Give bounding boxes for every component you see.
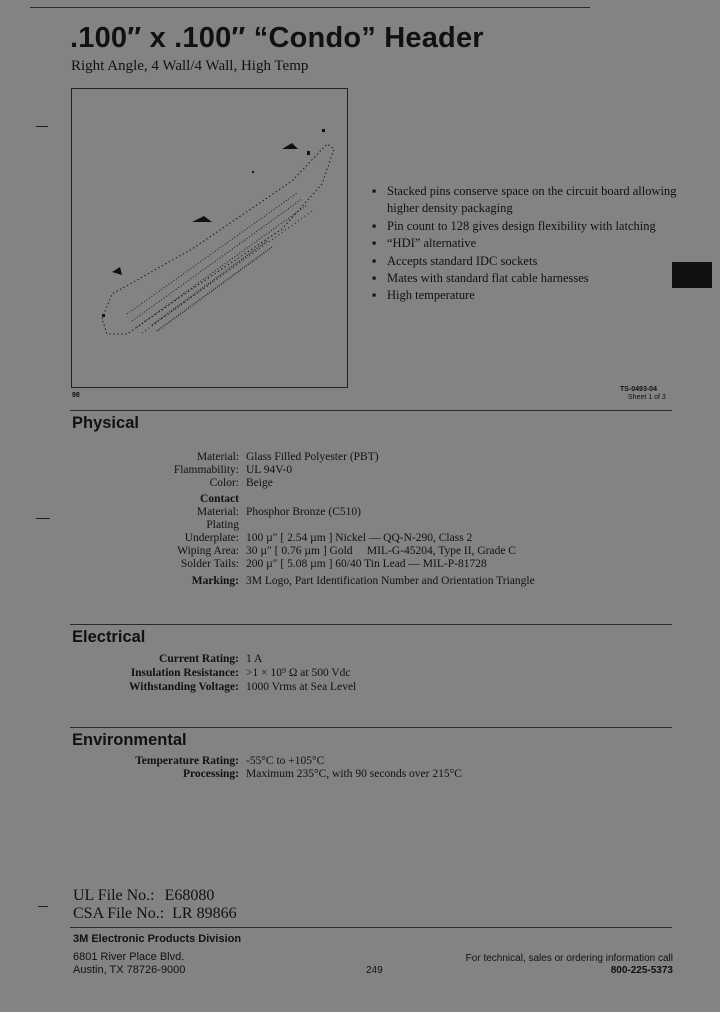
feature-item: ▪ Stacked pins conserve space on the circuit board allowing higher density packaging	[372, 184, 677, 216]
csa-file	[73, 905, 237, 923]
address-line-2: Austin, TX 78726-9000	[73, 964, 186, 976]
bullet-icon: ▪	[372, 236, 377, 251]
spec-row: Wiping Area: 30 µ″ [ 0.76 µm ] Gold MIL-G-45204, Type II, Grade C	[177, 545, 516, 557]
section-rule	[70, 624, 672, 625]
environmental-heading: Environmental	[72, 731, 187, 749]
spec-row: Withstanding Voltage: 1000 Vrms at Sea Level	[128, 681, 357, 693]
bullet-icon: ▪	[372, 288, 377, 303]
spec-row: Current Rating: 1 A	[159, 653, 263, 665]
section-rule	[70, 410, 672, 411]
bullet-icon: ▪	[372, 253, 377, 268]
page-title: .100″ x .100″ “Condo” Header	[70, 22, 484, 54]
csa-file-number: LR 89866	[172, 905, 237, 922]
top-rule	[30, 7, 590, 8]
spec-row: Solder Tails: 200 µ″ [ 5.08 µm ] 60/40 Tin Lead — MIL-P-81728	[180, 558, 487, 570]
feature-list	[372, 183, 682, 305]
spec-row: Processing: Maximum 235°C, with 90 seconds over 215°C	[182, 768, 462, 780]
page-subtitle: Right Angle, 4 Wall/4 Wall, High Temp	[71, 58, 309, 74]
feature-item: ▪ Accepts standard IDC sockets	[372, 253, 682, 270]
bullet-icon: ▪	[372, 218, 377, 233]
spec-row: Flammability: UL 94V-0	[173, 464, 293, 476]
bullet-icon: ▪	[372, 184, 377, 198]
csa-file-label: CSA File No.:	[73, 905, 165, 922]
section-rule	[70, 727, 672, 728]
figure-code: TS-0493-04	[620, 386, 657, 393]
feature-item: ▪ High temperature	[372, 287, 682, 304]
contact-text: For technical, sales or ordering information call	[465, 953, 673, 964]
footer-rule	[70, 927, 672, 928]
ul-file-number: E68080	[164, 887, 215, 904]
page-number: 249	[366, 965, 383, 976]
feature-item: ▪ “HDI” alternative	[372, 235, 682, 252]
spec-row: Color: Beige	[209, 477, 273, 489]
electrical-heading: Electrical	[72, 628, 146, 646]
bullet-icon: ▪	[372, 271, 377, 286]
spec-row: Material: Phosphor Bronze (C510)	[196, 506, 361, 518]
ul-file	[73, 887, 214, 905]
spec-row: Marking: 3M Logo, Part Identification Number and Orientation Triangle	[191, 575, 535, 587]
feature-item: ▪ Mates with standard flat cable harnesses	[372, 270, 682, 287]
spec-row: Contact	[200, 493, 239, 505]
figure-sheet: Sheet 1 of 3	[628, 394, 666, 401]
ul-file-label: UL File No.:	[73, 887, 155, 904]
address-line-1: 6801 River Place Blvd.	[73, 951, 185, 963]
figure-label: 98	[72, 392, 80, 399]
feature-item: ▪ Pin count to 128 gives design flexibility with latching	[372, 218, 682, 235]
margin-tick	[36, 126, 48, 127]
spec-row: Plating	[206, 519, 239, 531]
spec-row: Underplate: 100 µ″ [ 2.54 µm ] Nickel — QQ-N-290, Class 2	[184, 532, 473, 544]
product-photo	[71, 88, 348, 388]
margin-tick	[38, 906, 48, 907]
connector-illustration	[72, 89, 349, 389]
spec-row: Insulation Resistance: >1 × 10⁹ Ω at 500 Vdc	[130, 667, 351, 679]
page-tab-marker	[672, 262, 712, 288]
phone-number[interactable]: 800-225-5373	[610, 965, 673, 976]
physical-heading: Physical	[72, 414, 139, 432]
spec-row: Temperature Rating: -55°C to +105°C	[135, 755, 325, 767]
division-name: 3M Electronic Products Division	[73, 933, 242, 945]
spec-row: Material: Glass Filled Polyester (PBT)	[196, 451, 379, 463]
